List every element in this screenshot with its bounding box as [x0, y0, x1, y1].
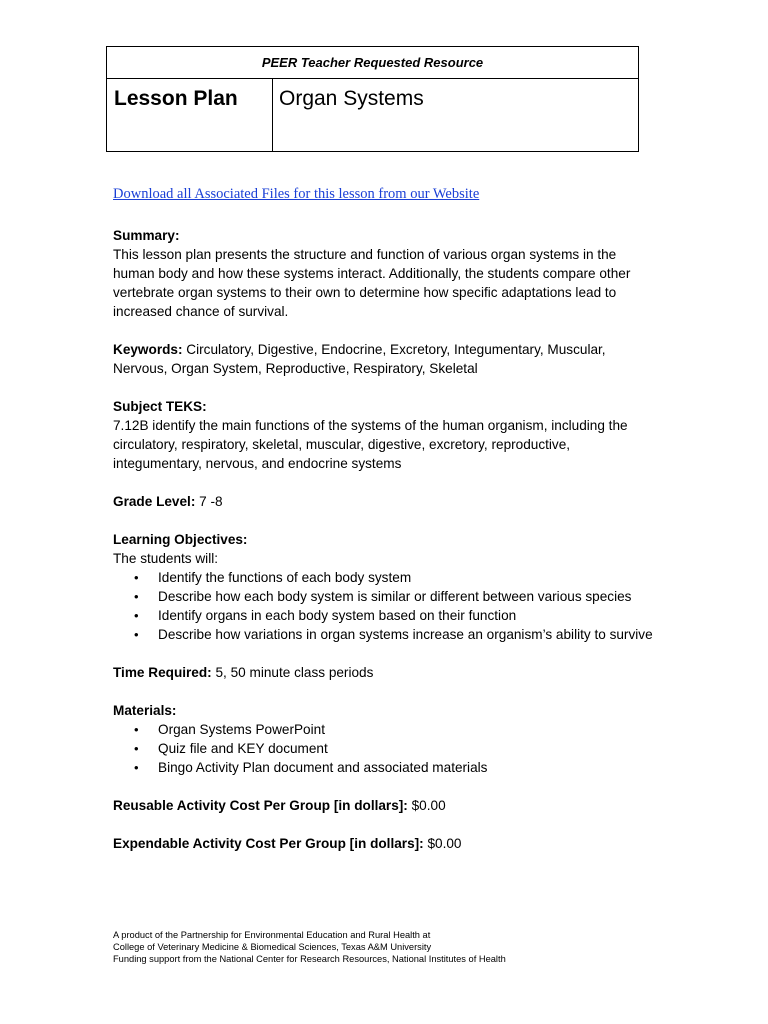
doc-type-label: Lesson Plan	[107, 79, 273, 152]
summary-section	[113, 226, 653, 321]
keywords-section	[113, 340, 653, 378]
objective-text: Identify the functions of each body system	[158, 570, 412, 585]
keywords-label: Keywords:	[113, 342, 183, 357]
materials-list	[113, 720, 653, 777]
material-text: Organ Systems PowerPoint	[158, 722, 325, 737]
list-item	[134, 606, 653, 625]
objective-text: Describe how each body system is similar or different between various species	[158, 589, 632, 604]
teks-section	[113, 397, 653, 473]
material-text: Bingo Activity Plan document and associated materials	[158, 760, 488, 775]
grade-label: Grade Level:	[113, 494, 196, 509]
footer-line: Funding support from the National Center for Research Resources, National Institutes of Health	[113, 954, 506, 964]
time-section	[113, 663, 653, 682]
time-label: Time Required:	[113, 665, 212, 680]
bullet-icon: •	[134, 760, 139, 775]
bullet-icon: •	[134, 608, 139, 623]
list-item	[134, 758, 653, 777]
list-item	[134, 720, 653, 739]
teks-label: Subject TEKS:	[113, 399, 207, 414]
grade-section	[113, 492, 653, 511]
footer	[113, 929, 506, 965]
list-item	[134, 587, 653, 606]
materials-section	[113, 701, 653, 777]
objectives-intro: The students will:	[113, 551, 219, 566]
time-text: 5, 50 minute class periods	[211, 665, 374, 680]
bullet-icon: •	[134, 570, 139, 585]
footer-line: A product of the Partnership for Environmental Education and Rural Health at	[113, 930, 431, 940]
download-files-link[interactable]: Download all Associated Files for this lesson from our Website	[113, 186, 480, 202]
grade-text: 7 -8	[195, 494, 223, 509]
keywords-text: Circulatory, Digestive, Endocrine, Excretory, Integumentary, Muscular, Nervous, Organ System, Reproductive, Respiratory, Skeletal	[113, 342, 606, 376]
reusable-cost-value: $0.00	[407, 798, 446, 813]
list-item	[134, 568, 653, 587]
material-text: Quiz file and KEY document	[158, 741, 328, 756]
bullet-icon: •	[134, 627, 139, 642]
objectives-list	[113, 568, 653, 644]
objective-text: Describe how variations in organ systems increase an organism’s ability to survive	[158, 627, 653, 642]
summary-label: Summary:	[113, 228, 180, 243]
reusable-cost-section	[113, 796, 653, 815]
objective-text: Identify organs in each body system based on their function	[158, 608, 517, 623]
lesson-title: Organ Systems	[279, 87, 424, 110]
expendable-cost-label: Expendable Activity Cost Per Group [in dollars]:	[113, 836, 424, 851]
objectives-section	[113, 530, 653, 644]
header-table	[106, 46, 639, 152]
expendable-cost-value: $0.00	[423, 836, 462, 851]
lesson-body	[113, 185, 653, 872]
summary-text: This lesson plan presents the structure and function of various organ systems in the human body and how these systems interact. Additionally, the students compare other vertebrate organ systems to their own to determine how specific adaptations lead to increased chance of survival.	[113, 247, 631, 319]
bullet-icon: •	[134, 722, 139, 737]
list-item	[134, 625, 653, 644]
resource-banner: PEER Teacher Requested Resource	[107, 47, 638, 79]
teks-text: 7.12B identify the main functions of the systems of the human organism, including the circulatory, respiratory, skeletal, muscular, digestive, excretory, reproductive, integumentary, nervous, and endocrine systems	[113, 418, 628, 471]
header-row	[107, 79, 638, 152]
materials-label: Materials:	[113, 703, 177, 718]
objectives-label: Learning Objectives:	[113, 532, 248, 547]
list-item	[134, 739, 653, 758]
bullet-icon: •	[134, 589, 139, 604]
reusable-cost-label: Reusable Activity Cost Per Group [in dollars]:	[113, 798, 408, 813]
expendable-cost-section	[113, 834, 653, 853]
bullet-icon: •	[134, 741, 139, 756]
footer-line: College of Veterinary Medicine & Biomedical Sciences, Texas A&M University	[113, 942, 432, 952]
